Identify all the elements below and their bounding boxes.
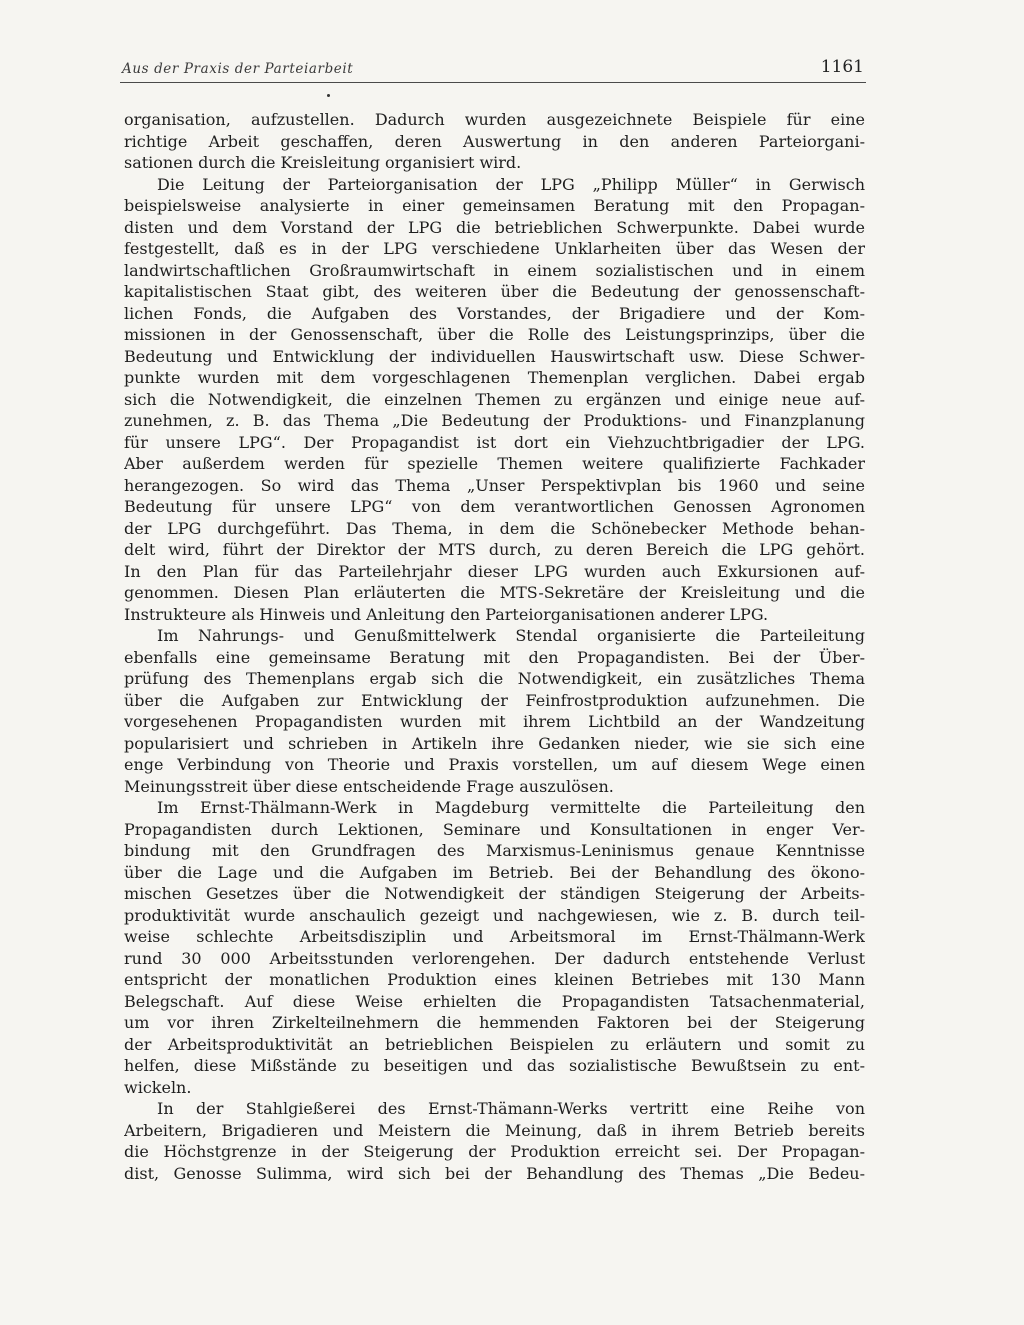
text-line: Die Leitung der Parteiorganisation der LPG „Philipp Müller“ in Gerwisch xyxy=(157,174,865,194)
text-line: rund 30 000 Arbeitsstunden verlorengehen. Der dadurch entstehende Verlust xyxy=(124,948,865,968)
text-line: Meinungsstreit über diese entscheidende Frage auszulösen. xyxy=(124,776,614,796)
text-line: In den Plan für das Parteilehrjahr dieser LPG wurden auch Exkursionen auf- xyxy=(124,561,865,581)
text-line: bindung mit den Grundfragen des Marxismus-Leninismus genaue Kenntnisse xyxy=(124,841,865,860)
text-line: Instrukteure als Hinweis und Anleitung den Parteiorganisationen anderer LPG. xyxy=(124,604,769,624)
text-line: um vor ihren Zirkelteilnehmern die hemmenden Faktoren bei der Steigerung xyxy=(124,1013,865,1032)
text-line: Bedeutung für unsere LPG“ von dem verantwortlichen Genossen Agronomen xyxy=(124,497,865,516)
text-line: landwirtschaftlichen Großraumwirtschaft in einem sozialistischen und in einem xyxy=(124,260,865,280)
text-line: genommen. Diesen Plan erläuterten die MTS-Sekretäre der Kreisleitung und die xyxy=(124,583,865,602)
text-line: der LPG durchgeführt. Das Thema, in dem die Schönebecker Methode behan- xyxy=(124,518,865,538)
text-line: Im Nahrungs- und Genußmittelwerk Stendal organisierte die Parteileitung xyxy=(157,626,865,645)
text-line: über die Lage und die Aufgaben im Betrieb. Bei der Behandlung des ökono- xyxy=(124,862,865,882)
text-line: richtige Arbeit geschaffen, deren Auswertung in den anderen Parteiorgani- xyxy=(124,131,865,151)
text-line: der Arbeitsproduktivität an betrieblichen Beispielen zu erläutern und somit zu xyxy=(124,1034,865,1054)
text-line: Arbeitern, Brigadieren und Meistern die Meinung, daß in ihrem Betrieb bereits xyxy=(124,1120,865,1140)
text-line: vorgesehenen Propagandisten wurden mit ihrem Lichtbild an der Wandzeitung xyxy=(124,712,865,731)
text-line: ebenfalls eine gemeinsame Beratung mit den Propagandisten. Bei der Über- xyxy=(124,647,865,667)
text-line: helfen, diese Mißstände zu beseitigen und das sozialistische Bewußtsein zu ent- xyxy=(124,1056,865,1075)
text-line: Im Ernst-Thälmann-Werk in Magdeburg vermittelte die Parteileitung den xyxy=(157,798,865,817)
text-line: sich die Notwendigkeit, die einzelnen Themen zu ergänzen und einige neue auf- xyxy=(124,389,865,409)
text-line: disten und dem Vorstand der LPG die betrieblichen Schwerpunkte. Dabei wurde xyxy=(124,217,865,237)
text-line: sationen durch die Kreisleitung organisiert wird. xyxy=(124,153,522,172)
text-line: kapitalistischen Staat gibt, des weiteren über die Bedeutung der genossenschaft- xyxy=(124,282,865,301)
text-line: enge Verbindung von Theorie und Praxis vorstellen, um auf diesem Wege einen xyxy=(124,755,865,774)
print-speck xyxy=(327,94,330,97)
text-line: produktivität wurde anschaulich gezeigt und nachgewiesen, wie z. B. durch teil- xyxy=(124,905,865,925)
text-line: Belegschaft. Auf diese Weise erhielten die Propagandisten Tatsachenmaterial, xyxy=(124,991,865,1011)
text-line: prüfung des Themenplans ergab sich die Notwendigkeit, ein zusätzliches Thema xyxy=(124,669,865,688)
text-line: weise schlechte Arbeitsdisziplin und Arbeitsmoral im Ernst-Thälmann-Werk xyxy=(124,927,865,946)
text-line: entspricht der monatlichen Produktion eines kleinen Betriebes mit 130 Mann xyxy=(124,970,865,989)
text-line: Propagandisten durch Lektionen, Seminare und Konsultationen in enger Ver- xyxy=(124,819,865,839)
body-text xyxy=(124,109,865,1184)
text-line: punkte wurden mit dem vorgeschlagenen Themenplan verglichen. Dabei ergab xyxy=(124,368,865,387)
text-line: die Höchstgrenze in der Steigerung der Produktion erreicht sei. Der Propagan- xyxy=(124,1142,865,1161)
text-line: missionen in der Genossenschaft, über die Rolle des Leistungsprinzips, über die xyxy=(124,325,865,344)
text-line: lichen Fonds, die Aufgaben des Vorstandes, der Brigadiere und der Kom- xyxy=(124,303,865,323)
text-line: Bedeutung und Entwicklung der individuellen Hauswirtschaft usw. Diese Schwer- xyxy=(124,346,865,366)
text-line: über die Aufgaben zur Entwicklung der Feinfrostproduktion aufzunehmen. Die xyxy=(124,690,865,710)
text-line: delt wird, führt der Direktor der MTS durch, zu deren Bereich die LPG gehört. xyxy=(124,540,865,559)
text-line: dist, Genosse Sulimma, wird sich bei der Behandlung des Themas „Die Bedeu- xyxy=(124,1163,865,1183)
running-head: Aus der Praxis der Parteiarbeit xyxy=(122,61,354,77)
text-line: festgestellt, daß es in der LPG verschiedene Unklarheiten über das Wesen der xyxy=(124,239,865,258)
page-header xyxy=(120,58,866,83)
text-line: In der Stahlgießerei des Ernst-Thämann-Werks vertritt eine Reihe von xyxy=(157,1099,865,1118)
text-line: organisation, aufzustellen. Dadurch wurden ausgezeichnete Beispiele für eine xyxy=(124,110,865,129)
text-line: herangezogen. So wird das Thema „Unser Perspektivplan bis 1960 und seine xyxy=(124,475,865,495)
text-line: Aber außerdem werden für spezielle Themen weitere qualifizierte Fachkader xyxy=(124,454,865,473)
text-line: wickeln. xyxy=(124,1077,192,1097)
text-line: für unsere LPG“. Der Propagandist ist dort ein Viehzuchtbrigadier der LPG. xyxy=(124,432,865,452)
text-line: zunehmen, z. B. das Thema „Die Bedeutung der Produktions- und Finanzplanung xyxy=(124,411,865,430)
text-line: beispielsweise analysierte in einer gemeinsamen Beratung mit den Propagan- xyxy=(124,196,865,215)
page-number: 1161 xyxy=(820,57,864,77)
text-line: popularisiert und schrieben in Artikeln ihre Gedanken nieder, wie sie sich eine xyxy=(124,733,865,753)
text-line: mischen Gesetzes über die Notwendigkeit der ständigen Steigerung der Arbeits- xyxy=(124,884,865,903)
